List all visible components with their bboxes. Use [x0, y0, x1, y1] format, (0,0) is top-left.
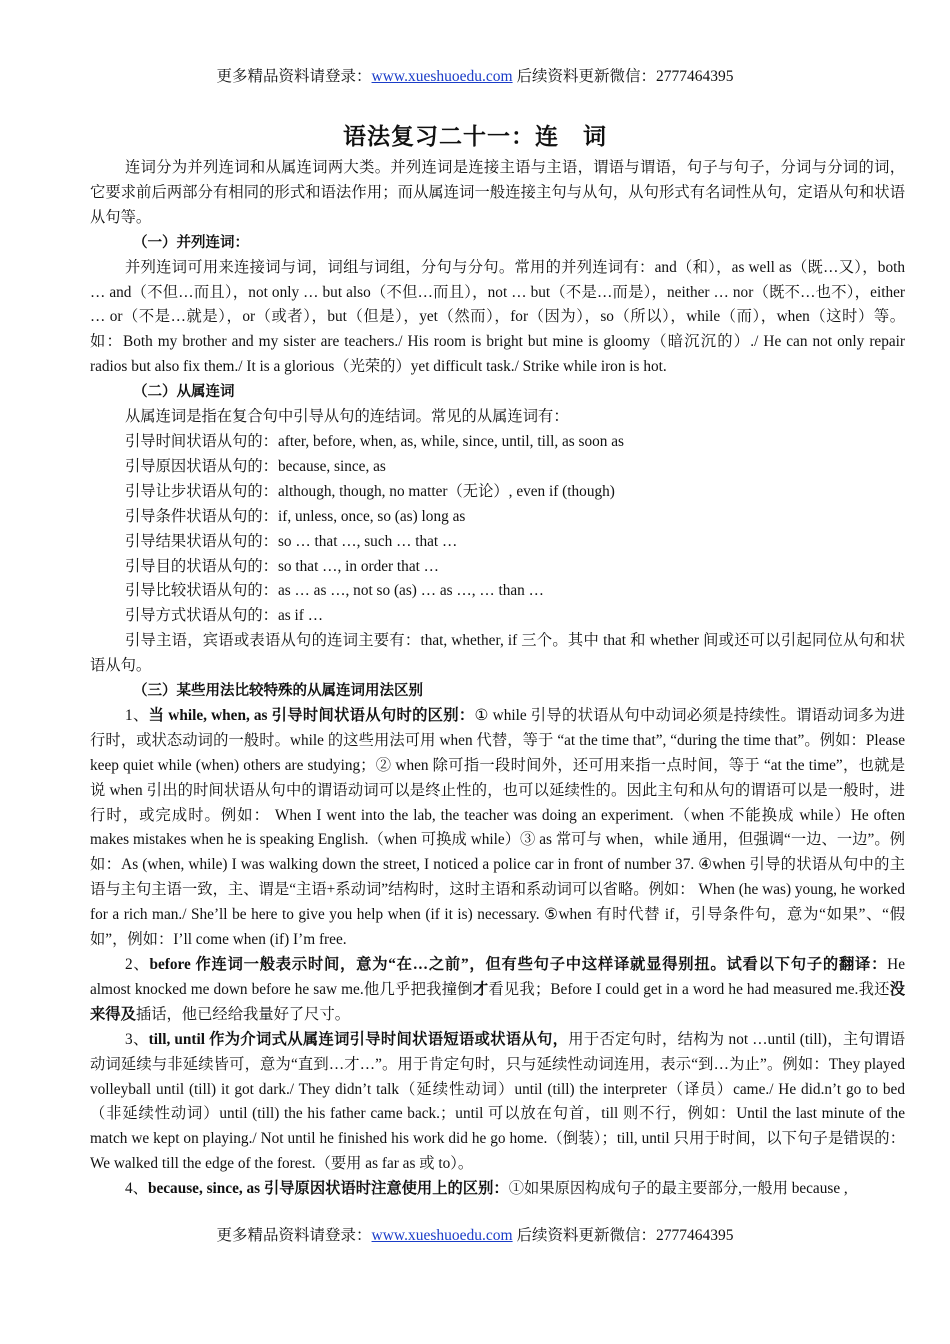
bold-text: 当 while, when, as 引导时间状语从句时的区别： — [148, 706, 475, 724]
paragraph — [90, 256, 905, 381]
text-run: 连词分为并列连词和从属连词两大类。并列连词是连接主语与主语，谓语与谓语，句子与句子，分词与分词的词，它要求前后两部分有相同的形式和语法作用；而从属连词一般连接主句与从句，从句形式有名词性从句，定语从句和状语从句等。 — [90, 159, 905, 226]
header-suffix: 后续资料更新微信：2777464395 — [512, 68, 734, 85]
text-run: 4、 — [125, 1180, 148, 1198]
paragraph — [90, 156, 905, 231]
bold-text: 才 — [472, 980, 489, 998]
paragraph — [90, 579, 905, 604]
bold-text: because, since, as 引导原因状语时注意使用上的区别： — [147, 1180, 509, 1198]
section-heading — [90, 679, 905, 704]
site-link[interactable]: www.xueshuoedu.com — [371, 68, 513, 85]
footer-suffix: 后续资料更新微信：2777464395 — [512, 1227, 734, 1244]
paragraph — [90, 604, 905, 629]
text-run: （二）从属连词 — [133, 384, 235, 401]
text-run: 引导目的状语从句的：so that …, in order that … — [125, 557, 439, 575]
paragraph — [90, 530, 905, 555]
paragraph — [90, 505, 905, 530]
paragraph — [90, 555, 905, 580]
paragraph — [90, 405, 905, 430]
text-run: 看见我；Before I could get in a word he had measured me.我还 — [488, 980, 890, 998]
paragraph — [90, 1028, 905, 1177]
document-title: 语法复习二十一：连 词 — [343, 124, 607, 150]
text-run: 引导条件状语从句的：if, unless, once, so (as) long as — [125, 507, 466, 525]
text-run: 引导比较状语从句的：as … as …, not so (as) … as …, … than … — [125, 582, 544, 600]
text-run: 1、 — [125, 706, 149, 724]
paragraph — [90, 629, 905, 679]
paragraph — [90, 430, 905, 455]
header-prefix: 更多精品资料请登录： — [216, 68, 372, 85]
paragraph — [90, 953, 905, 1028]
text-run: 引导时间状语从句的：after, before, when, as, while, since, until, till, as soon as — [125, 432, 624, 450]
page-footer — [0, 1226, 950, 1246]
text-run: 引导方式状语从句的：as if … — [125, 607, 324, 625]
text-run: ① while 引导的状语从句中动词必须是持续性。谓语动词多为进行时，或状态动词的一般时。while 的这些用法可用 when 代替，等于 “at the time that”, “during the time that”。例如：Please keep quiet while (when) others are studying；② when 除可指一段时间外，还可用来指一点时间，等于 “at the time”，也就是说 when 引出的时间状语从句中的谓语动词可以是终止性的，也可以延续性的。因此主句和从句的谓语可以是一般时，进行时，或完成时。例如： When I went into the lab, the teacher was doing an experiment.（when 不能换成 while）He often makes mistakes when he is speaking English.（when 可换成 while）③ as 常可与 when，while 通用，但强调“一边、一边”。例如：As (when, while) I was walking down the street, I noticed a police car in front of number 37. ④when 引导的状语从句中的主语与主句主语一致，主、谓是“主语+系动词”结构时，这时主语和系动词可以省略。例如： When (he was) young, he worked for a rich man./ She’ll be here to give you help when (if it is) necessary. ⑤when 有时代替 if，引导条件句，意为“如果”、“假如”，例如：I’ll come when (if) I’m free. — [90, 706, 905, 949]
text-run: 2、 — [125, 956, 150, 973]
text-run: 并列连词可用来连接词与词，词组与词组，分句与分句。常用的并列连词有：and（和），as well as（既…又），both … and（不但…而且），not only … but also（不但…而且），not … but（不是…而是），neither … nor（既不…也不），either … or（不是…就是），or（或者），but（但是），yet（然而），for（因为），so（所以），while（而），when（这时）等。如：Both my brother and my sister are teachers./ His room is bright but mine is gloomy（暗沉沉的）./ He can not only repair radios but also fix them./ It is a glorious（光荣的）yet difficult task./ Strike while iron is hot. — [90, 258, 905, 376]
text-run: 从属连词是指在复合句中引导从句的连结词。常见的从属连词有： — [125, 408, 569, 426]
text-run: 引导主语，宾语或表语从句的连词主要有：that, whether, if 三个。其中 that 和 whether 间或还可以引起同位从句和状语从句。 — [90, 632, 905, 675]
document-body — [90, 156, 905, 1202]
paragraph — [90, 1177, 905, 1202]
text-run: 引导让步状语从句的：although, though, no matter（无论）, even if (though) — [125, 482, 615, 500]
page-header — [0, 67, 950, 87]
text-run: He almost knocked me down before he saw me.他几乎把我撞倒 — [90, 956, 906, 998]
text-run: 插话，他已经给我量好了尺寸。 — [135, 1005, 351, 1023]
paragraph — [90, 704, 905, 953]
paragraph — [90, 480, 905, 505]
footer-site-link[interactable]: www.xueshuoedu.com — [371, 1227, 513, 1244]
text-run: 引导原因状语从句的：because, since, as — [125, 457, 386, 475]
paragraph — [90, 455, 905, 480]
text-run: （三）某些用法比较特殊的从属连词用法区别 — [133, 683, 423, 700]
footer-prefix: 更多精品资料请登录： — [216, 1227, 372, 1244]
text-run: 3、 — [125, 1030, 149, 1048]
text-run: ①如果原因构成句子的最主要部分,一般用 because , — [508, 1180, 848, 1198]
text-run: 用于否定句时，结构为 not …until (till)，主句谓语动词延续与非延续皆可，意为“直到…才…”。用于肯定句时，只与延续性动词连用，表示“到…为止”。例如：They played volleyball until (till) it got dark./ They didn’t talk（延续性动词）until (till) the interpreter（译员）came./ He did.n’t go to bed（非延续性动词）until (till) the his father came back.；until 可以放在句首，till 则不行，例如：Until the last minute of the match we kept on playing./ Not until he finished his work did he go home.（倒装）；till, until 只用于时间，以下句子是错误的：We walked till the edge of the forest.（要用 as far as 或 to）。 — [90, 1030, 905, 1173]
bold-text: till, until 作为介词式从属连词引导时间状语短语或状语从句， — [148, 1030, 569, 1048]
section-heading — [90, 380, 905, 405]
text-run: （一）并列连词： — [133, 234, 249, 251]
bold-text: before 作连词一般表示时间，意为“在…之前”，但有些句子中这样译就显得别扭。试看以下句子的翻译： — [149, 956, 888, 973]
text-run: 引导结果状语从句的：so … that …, such … that … — [125, 532, 458, 550]
section-heading — [90, 231, 905, 256]
bold-text: 没来得及 — [90, 980, 905, 1023]
